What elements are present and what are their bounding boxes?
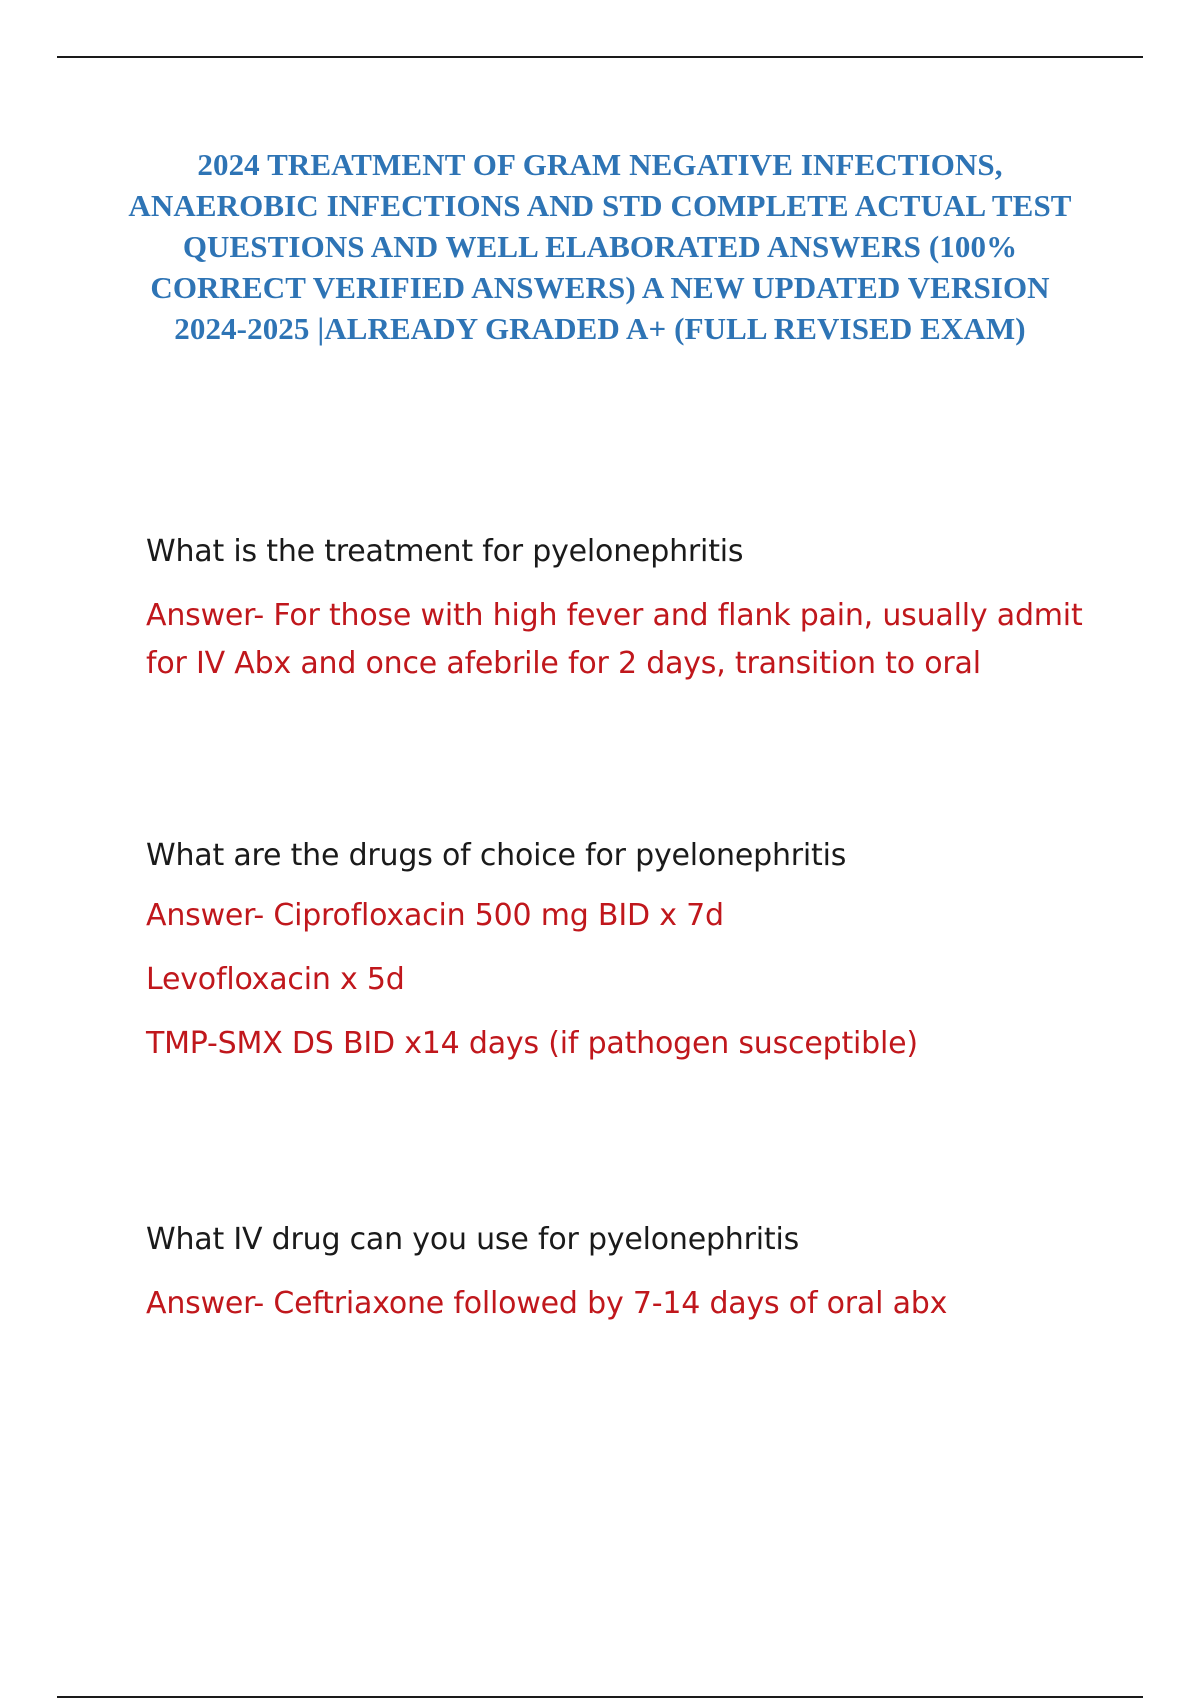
answer-2-line-2: Levofloxacin x 5d [146, 962, 405, 997]
answer-3: Answer- Ceftriaxone followed by 7-14 days of oral abx [146, 1286, 948, 1321]
bottom-divider [57, 1696, 1143, 1698]
answer-2-line-3: TMP-SMX DS BID x14 days (if pathogen susceptible) [146, 1026, 918, 1061]
answer-2-line-1: Answer- Ciprofloxacin 500 mg BID x 7d [146, 898, 724, 933]
question-1: What is the treatment for pyelonephritis [146, 534, 744, 569]
top-divider [57, 56, 1143, 58]
answer-1: Answer- For those with high fever and flank pain, usually admit for IV Abx and once afebrile for 2 days, transition to oral [146, 598, 1083, 681]
question-3: What IV drug can you use for pyelonephritis [146, 1222, 800, 1257]
qa-block-3 [146, 1220, 1100, 1328]
qa-block-1 [146, 532, 1100, 688]
document-title: 2024 TREATMENT OF GRAM NEGATIVE INFECTIONS, ANAEROBIC INFECTIONS AND STD COMPLETE ACTUAL TEST QUESTIONS AND WELL ELABORATED ANSWERS (100% CORRECT VERIFIED ANSWERS) A NEW UPDATED VERSION 2024-2025 |ALREADY GRADED A+ (FULL REVISED EXAM) [128, 147, 1072, 346]
qa-block-2 [146, 836, 1100, 1068]
question-2: What are the drugs of choice for pyelonephritis [146, 838, 847, 873]
